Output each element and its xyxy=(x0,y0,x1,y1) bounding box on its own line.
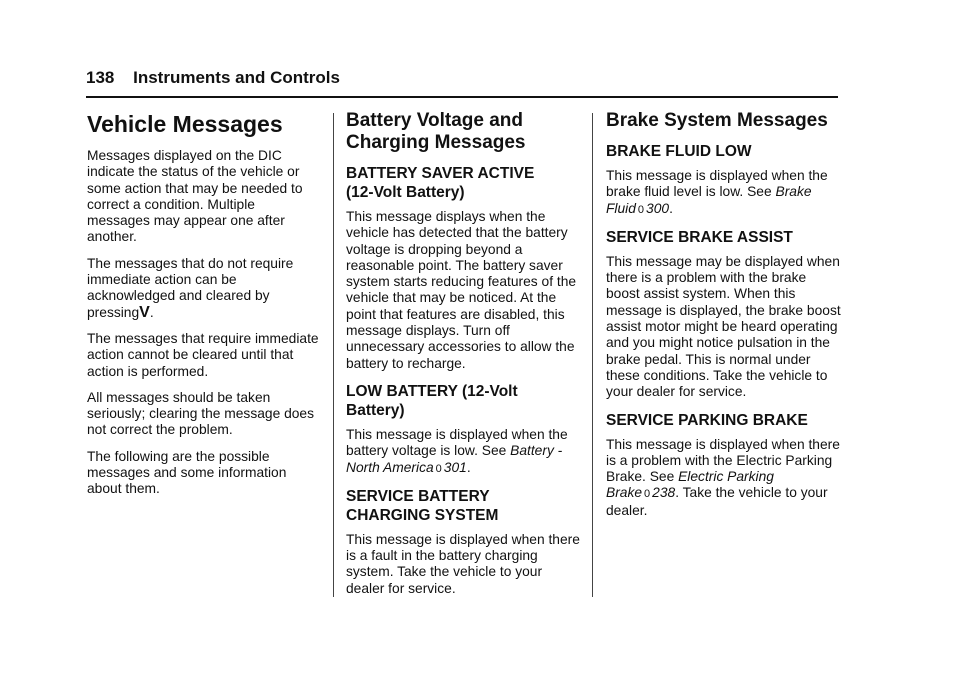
parking-brake-ref: Electric Parking Brake xyxy=(606,469,774,501)
brake-fluid-ref: Brake Fluid xyxy=(606,184,812,216)
column-vehicle-messages xyxy=(87,110,319,508)
column-divider-1 xyxy=(333,113,334,597)
page-ref-icon: 0 xyxy=(435,462,442,475)
page-header xyxy=(86,68,340,88)
following-paragraph: The following are the possible messages and some information about them. xyxy=(87,448,287,497)
brake-fluid-ref-page: 300 xyxy=(646,200,670,216)
brake-fluid-text: This message is displayed when the brake fluid level is low. See Brake Fluid 0 300. xyxy=(606,168,828,216)
service-brake-assist-text: This message may be displayed when there is a problem with the brake boost assist system. When this message is displayed, the brake boost assist motor might be heard operating and you might notice pulsation in the brake pedal. This is normal under these conditions. Take the vehicle to your dealer for service. xyxy=(606,253,841,400)
immediate-action-paragraph: The messages that require immediate action cannot be cleared until that action is performed. xyxy=(87,330,319,379)
section-title: Instruments and Controls xyxy=(133,68,340,87)
page-ref-icon: 0 xyxy=(637,203,645,216)
vehicle-messages-heading: Vehicle Messages xyxy=(87,111,283,137)
acknowledge-text: The messages that do not require immediate action can be acknowledged and cleared by pressing xyxy=(87,255,294,320)
low-battery-text: This message is displayed when the battery voltage is low. See Battery - North America 0 301. xyxy=(346,426,568,475)
parking-brake-ref-page: 238 xyxy=(652,485,676,501)
column-divider-2 xyxy=(592,113,593,597)
battery-saver-heading: BATTERY SAVER ACTIVE (12-Volt Battery) xyxy=(346,165,535,201)
service-parking-brake-text: This message is displayed when there is a problem with the Electric Parking Brake. See Electric Parking Brake 0 238. Take the vehicle to your dealer. xyxy=(606,436,840,518)
battery-ref: Battery - North America xyxy=(346,443,563,475)
battery-saver-text: This message displays when the vehicle has detected that the battery voltage is dropping beyond a reasonable point. The battery saver system starts reducing features of the vehicle that may be noticed. At the point that features are disabled, this message displays. Turn off unnecessary accessories to allow the battery to recharge. xyxy=(346,209,577,371)
page-number: 138 xyxy=(86,68,115,87)
column-battery-messages xyxy=(346,110,582,607)
brake-fluid-heading: BRAKE FLUID LOW xyxy=(606,143,752,160)
service-parking-brake-heading: SERVICE PARKING BRAKE xyxy=(606,411,808,429)
battery-ref-page: 301 xyxy=(443,459,467,475)
intro-paragraph: Messages displayed on the DIC indicate the status of the vehicle or some action that may be needed to correct a condition. Multiple messages may appear one after another. xyxy=(87,148,303,245)
service-brake-assist-heading: SERVICE BRAKE ASSIST xyxy=(606,228,793,246)
serious-paragraph: All messages should be taken seriously; clearing the message does not correct the problem. xyxy=(87,389,315,438)
brake-heading: Brake System Messages xyxy=(606,110,828,131)
acknowledge-paragraph: The messages that do not require immediate action can be acknowledged and cleared by pressingV. xyxy=(87,255,294,321)
battery-heading: Battery Voltage and Charging Messages xyxy=(346,110,526,153)
low-battery-heading: LOW BATTERY (12-Volt Battery) xyxy=(346,382,518,419)
page-ref-icon: 0 xyxy=(644,488,651,501)
column-brake-messages xyxy=(606,110,842,529)
checkmark-icon: V xyxy=(139,303,150,321)
service-battery-text: This message is displayed when there is a fault in the battery charging system. Take the vehicle to your dealer for service. xyxy=(346,531,580,596)
header-rule xyxy=(86,96,838,98)
service-battery-heading: SERVICE BATTERY CHARGING SYSTEM xyxy=(346,487,499,524)
